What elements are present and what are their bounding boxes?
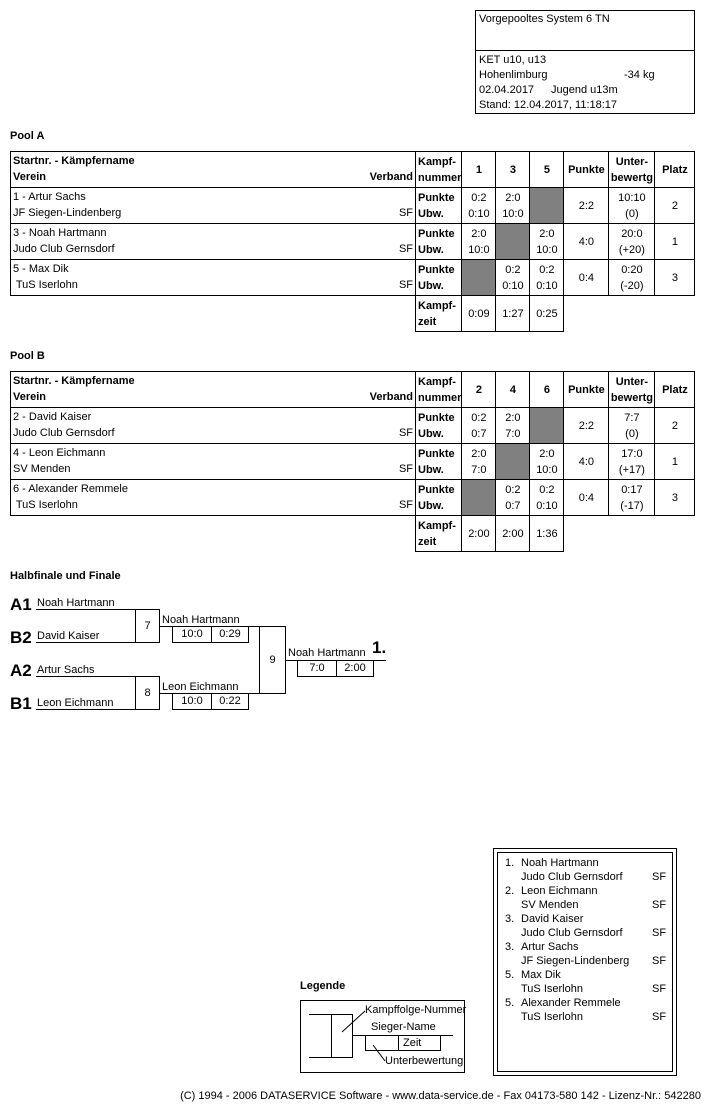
fighter-club: JF Siegen-Lindenberg xyxy=(13,207,122,219)
match-result-cell xyxy=(462,188,496,224)
fighter-name: 5 - Max Dik xyxy=(13,263,69,275)
header-platz: Platz xyxy=(655,372,695,408)
match-points: 2:0 xyxy=(539,227,555,240)
bracket-line xyxy=(36,709,136,710)
placement: 2 xyxy=(655,188,695,224)
self-match-cell xyxy=(496,444,530,480)
finals-title: Halbfinale und Finale xyxy=(10,570,121,582)
match-ubw: 0:10 xyxy=(502,279,524,292)
sub-score: 10:0 xyxy=(181,628,203,640)
total-unterbewertung: 7:7 (0) xyxy=(609,408,655,444)
fight-time: 2:00 xyxy=(344,662,366,674)
rank-place: 3. xyxy=(505,913,515,925)
placement: 3 xyxy=(655,480,695,516)
row-label-cell: Punkte Ubw. xyxy=(416,260,462,296)
header-platz: Platz xyxy=(655,152,695,188)
rank-club: Judo Club Gernsdorf xyxy=(521,927,623,939)
legend-sub-score: Unterbewertung xyxy=(385,1055,464,1067)
fight-number-box xyxy=(135,609,160,643)
self-match-cell xyxy=(462,480,496,516)
fight-number: 8 xyxy=(144,687,151,699)
fight-time-cell: 1:27 xyxy=(496,296,530,332)
fighter-name-cell xyxy=(11,444,416,480)
rank-place: 2. xyxy=(505,885,515,897)
age-class: Jugend u13m xyxy=(551,84,618,96)
header-opponent-col: 5 xyxy=(530,152,564,188)
rank-club: TuS Iserlohn xyxy=(521,983,583,995)
fighter-club: Judo Club Gernsdorf xyxy=(13,243,115,255)
pool-header-row xyxy=(11,372,695,408)
match-result-cell xyxy=(496,188,530,224)
fighter-name-cell xyxy=(11,260,416,296)
placement: 3 xyxy=(655,260,695,296)
self-match-cell xyxy=(530,188,564,224)
entrant-name: Noah Hartmann xyxy=(37,597,115,609)
header-kampfnummer: Kampf- nummer xyxy=(416,372,462,408)
rank-name: Max Dik xyxy=(521,969,561,981)
sub-score: 10:0 xyxy=(181,695,203,707)
fighter-row xyxy=(11,444,695,480)
pool-a-table xyxy=(10,151,695,332)
fighter-name: 2 - David Kaiser xyxy=(13,411,92,423)
header-name-cell xyxy=(11,152,416,188)
match-points: 0:2 xyxy=(539,263,555,276)
rank-place: 1. xyxy=(505,857,515,869)
fighter-club: SV Menden xyxy=(13,463,71,475)
fight-time-cell: 2:00 xyxy=(496,516,530,552)
match-points: 0:2 xyxy=(539,483,555,496)
header-name-cell xyxy=(11,372,416,408)
fighter-name: 4 - Leon Eichmann xyxy=(13,447,106,459)
event-info-box xyxy=(475,10,695,114)
entrant-name: Leon Eichmann xyxy=(37,697,114,709)
fighter-row xyxy=(11,260,695,296)
match-points: 0:2 xyxy=(505,483,521,496)
match-result-cell xyxy=(530,480,564,516)
match-ubw: 0:10 xyxy=(536,499,558,512)
row-label-cell: Punkte Ubw. xyxy=(416,480,462,516)
rank-place: 3. xyxy=(505,941,515,953)
fighter-name-cell xyxy=(11,224,416,260)
fight-time-row xyxy=(11,516,695,552)
fight-time-cell: 2:00 xyxy=(462,516,496,552)
rank-verband: SF xyxy=(652,983,667,995)
header-verein: Verein xyxy=(13,391,47,403)
rank-name: Noah Hartmann xyxy=(521,857,599,869)
pool-a-title: Pool A xyxy=(10,130,45,142)
seed-label: B2 xyxy=(10,628,32,647)
rank-verband: SF xyxy=(652,899,667,911)
winner-name: Leon Eichmann xyxy=(162,681,239,693)
bracket-line xyxy=(36,642,136,643)
match-result-cell xyxy=(530,444,564,480)
entrant-name: David Kaiser xyxy=(37,630,100,642)
rank-name: Alexander Remmele xyxy=(521,997,621,1009)
match-points: 2:0 xyxy=(539,447,555,460)
header-opponent-col: 4 xyxy=(496,372,530,408)
footer-copyright: (C) 1994 - 2006 DATASERVICE Software - www.data-service.de - Fax 04173-580 142 - Lizenz-Nr.: 542280 xyxy=(180,1090,701,1102)
rank-name: Leon Eichmann xyxy=(521,885,598,897)
row-label-cell: Punkte Ubw. xyxy=(416,444,462,480)
self-match-cell xyxy=(462,260,496,296)
legend-time: Zeit xyxy=(403,1037,422,1049)
match-ubw: 10:0 xyxy=(502,207,524,220)
match-ubw: 10:0 xyxy=(536,243,558,256)
sub-score: 7:0 xyxy=(309,662,325,674)
header-verein: Verein xyxy=(13,171,47,183)
rank-place: 5. xyxy=(505,997,515,1009)
fight-number-box xyxy=(135,676,160,710)
total-points: 0:4 xyxy=(564,480,609,516)
final-ranking-box xyxy=(493,848,677,1076)
row-label-cell: Kampf- zeit xyxy=(416,296,462,332)
bracket-line xyxy=(36,676,136,677)
fighter-verband: SF xyxy=(398,463,413,475)
entrant-name: Artur Sachs xyxy=(37,664,95,676)
total-points: 2:2 xyxy=(564,188,609,224)
header-startnr: Startnr. - Kämpfername xyxy=(13,375,135,387)
match-result-cell xyxy=(496,480,530,516)
match-result-cell xyxy=(496,260,530,296)
fighter-row xyxy=(11,408,695,444)
row-label-cell: Punkte Ubw. xyxy=(416,408,462,444)
fighter-name: 3 - Noah Hartmann xyxy=(13,227,107,239)
header-opponent-col: 6 xyxy=(530,372,564,408)
first-place-label: 1. xyxy=(372,638,387,657)
match-ubw: 10:0 xyxy=(468,243,490,256)
match-result-cell xyxy=(462,444,496,480)
fighter-row xyxy=(11,188,695,224)
fighter-name: 6 - Alexander Remmele xyxy=(13,483,128,495)
placement: 1 xyxy=(655,224,695,260)
header-startnr: Startnr. - Kämpfername xyxy=(13,155,135,167)
header-punkte: Punkte xyxy=(564,152,609,188)
match-result-cell xyxy=(530,224,564,260)
match-points: 2:0 xyxy=(471,227,487,240)
total-unterbewertung: 0:20 (-20) xyxy=(609,260,655,296)
fighter-club: Judo Club Gernsdorf xyxy=(13,427,115,439)
score-box xyxy=(172,626,249,643)
total-points: 4:0 xyxy=(564,224,609,260)
match-result-cell xyxy=(462,224,496,260)
total-unterbewertung: 0:17 (-17) xyxy=(609,480,655,516)
rank-verband: SF xyxy=(652,927,667,939)
row-label-cell: Kampf- zeit xyxy=(416,516,462,552)
total-points: 2:2 xyxy=(564,408,609,444)
bracket-line xyxy=(36,609,136,610)
match-ubw: 0:10 xyxy=(536,279,558,292)
self-match-cell xyxy=(496,224,530,260)
pool-header-row xyxy=(11,152,695,188)
total-unterbewertung: 17:0 (+17) xyxy=(609,444,655,480)
winner-name: Noah Hartmann xyxy=(162,614,240,626)
match-points: 2:0 xyxy=(471,447,487,460)
rank-name: Artur Sachs xyxy=(521,941,579,953)
match-ubw: 10:0 xyxy=(536,463,558,476)
fight-time-cell: 0:25 xyxy=(530,296,564,332)
fight-number: 7 xyxy=(144,620,151,632)
header-unterbewertung: Unter- bewertg xyxy=(609,372,655,408)
header-opponent-col: 3 xyxy=(496,152,530,188)
fight-number: 9 xyxy=(269,654,276,666)
event-date: 02.04.2017 xyxy=(479,84,535,96)
event-name: KET u10, u13 xyxy=(479,54,547,66)
fighter-verband: SF xyxy=(398,207,413,219)
fighter-verband: SF xyxy=(398,243,413,255)
stand-timestamp: Stand: 12.04.2017, 11:18:17 xyxy=(479,99,618,111)
match-ubw: 0:10 xyxy=(468,207,490,220)
total-points: 0:4 xyxy=(564,260,609,296)
match-result-cell xyxy=(530,260,564,296)
pool-b-title: Pool B xyxy=(10,350,45,362)
total-points: 4:0 xyxy=(564,444,609,480)
pool-b-table xyxy=(10,371,695,552)
fighter-name-cell xyxy=(11,480,416,516)
fighter-name-cell xyxy=(11,188,416,224)
system-name: Vorgepooltes System 6 TN xyxy=(479,13,610,25)
match-ubw: 7:0 xyxy=(471,463,487,476)
fight-time-row xyxy=(11,296,695,332)
header-punkte: Punkte xyxy=(564,372,609,408)
placement: 2 xyxy=(655,408,695,444)
fighter-verband: SF xyxy=(398,499,413,511)
self-match-cell xyxy=(530,408,564,444)
fighter-name-cell xyxy=(11,408,416,444)
header-verband: Verband xyxy=(369,391,413,403)
rank-club: Judo Club Gernsdorf xyxy=(521,871,623,883)
match-result-cell xyxy=(496,408,530,444)
match-ubw: 0:7 xyxy=(471,427,487,440)
rank-club: JF Siegen-Lindenberg xyxy=(521,955,630,967)
placement: 1 xyxy=(655,444,695,480)
final-ranking-list xyxy=(497,852,673,1072)
event-location: Hohenlimburg xyxy=(479,69,548,81)
header-opponent-col: 1 xyxy=(462,152,496,188)
match-points: 0:2 xyxy=(471,411,487,424)
rank-place: 5. xyxy=(505,969,515,981)
fighter-row xyxy=(11,224,695,260)
fighter-row xyxy=(11,480,695,516)
legend-box xyxy=(300,1000,465,1073)
fight-time: 0:29 xyxy=(219,628,241,640)
legend-winner-name: Sieger-Name xyxy=(371,1021,436,1033)
fight-number-box xyxy=(259,626,286,694)
score-box xyxy=(297,660,374,677)
row-label-cell: Punkte Ubw. xyxy=(416,188,462,224)
match-points: 0:2 xyxy=(505,263,521,276)
match-ubw: 0:7 xyxy=(505,499,521,512)
seed-label: B1 xyxy=(10,694,32,713)
rank-verband: SF xyxy=(652,955,667,967)
fight-time-cell: 0:09 xyxy=(462,296,496,332)
header-verband: Verband xyxy=(369,171,413,183)
legend-title: Legende xyxy=(300,980,346,992)
match-result-cell xyxy=(462,408,496,444)
score-box xyxy=(172,693,249,710)
seed-label: A1 xyxy=(10,595,32,614)
fighter-verband: SF xyxy=(398,427,413,439)
fighter-verband: SF xyxy=(398,279,413,291)
rank-name: David Kaiser xyxy=(521,913,584,925)
match-points: 2:0 xyxy=(505,191,521,204)
rank-verband: SF xyxy=(652,1011,667,1023)
fight-time: 0:22 xyxy=(219,695,241,707)
rank-club: TuS Iserlohn xyxy=(521,1011,583,1023)
final-winner-name: Noah Hartmann xyxy=(288,647,366,659)
total-unterbewertung: 20:0 (+20) xyxy=(609,224,655,260)
fighter-name: 1 - Artur Sachs xyxy=(13,191,86,203)
header-opponent-col: 2 xyxy=(462,372,496,408)
fighter-club: TuS Iserlohn xyxy=(13,499,78,511)
row-label-cell: Punkte Ubw. xyxy=(416,224,462,260)
fight-time-cell: 1:36 xyxy=(530,516,564,552)
legend-fight-number: Kampffolge-Nummer xyxy=(365,1004,467,1016)
weight-class: -34 kg xyxy=(624,69,655,81)
header-unterbewertung: Unter- bewertg xyxy=(609,152,655,188)
rank-verband: SF xyxy=(652,871,667,883)
match-points: 2:0 xyxy=(505,411,521,424)
total-unterbewertung: 10:10 (0) xyxy=(609,188,655,224)
seed-label: A2 xyxy=(10,661,32,680)
rank-club: SV Menden xyxy=(521,899,579,911)
match-points: 0:2 xyxy=(471,191,487,204)
match-ubw: 7:0 xyxy=(505,427,521,440)
header-kampfnummer: Kampf- nummer xyxy=(416,152,462,188)
fighter-club: TuS Iserlohn xyxy=(13,279,78,291)
